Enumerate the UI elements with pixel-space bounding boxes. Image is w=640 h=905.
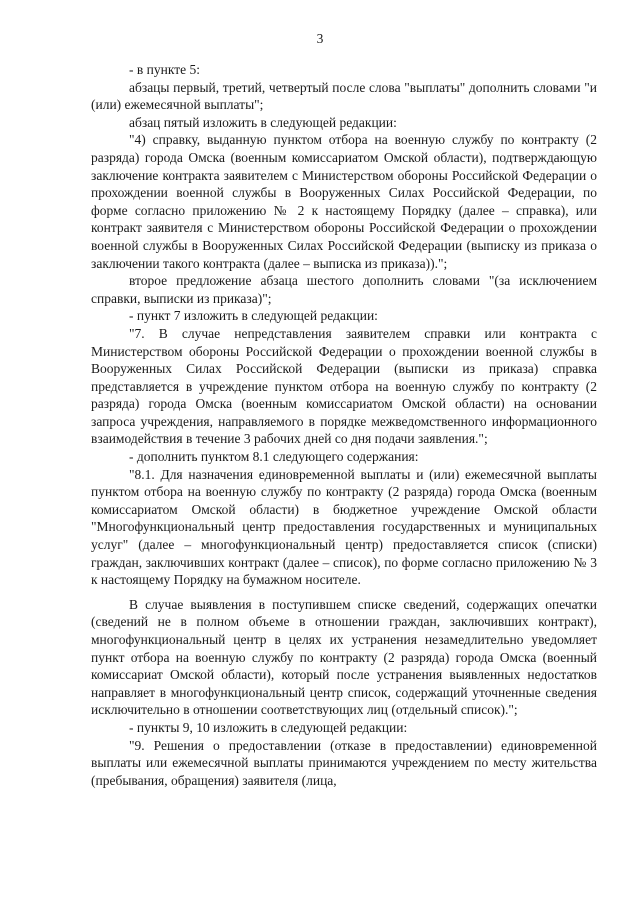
paragraph-spravka-text: "4) справку, выданную пунктом отбора на военную службу по контракту (2 разряда) города Омска (военным комиссариатом Омской области), подтверждающую заключение контракта заявителем с Министерством обороны Российской Федерации о прохождении военной службы в Вооруженных Силах Российской Федерации, по форме согласно приложению № 2 к настоящему Порядку (далее – справка), или контракт заявителя с Министерством обороны Российской Федерации о прохождении военной службы в Вооруженных Силах Российской Федерации (выписку из приказа о заключении такого контракта (далее – выписка из приказа)).";	[91, 132, 597, 271]
paragraph-item-7-intro: - пункт 7 изложить в следующей редакции:	[129, 308, 378, 324]
paragraph-abzac-five-intro: абзац пятый изложить в следующей редакции:	[129, 114, 397, 130]
paragraph-item-8-1-intro: - дополнить пунктом 8.1 следующего содержания:	[129, 449, 419, 465]
paragraph-items-9-10-intro: - пункты 9, 10 изложить в следующей редакции:	[129, 719, 408, 735]
paragraph-item-8-1-text: "8.1. Для назначения единовременной выплаты и (или) ежемесячной выплаты пунктом отбора на военную службу по контракту (2 разряда) города Омска (военным комиссариатом Омской области) в бюджетное учреждение Омской области "Многофункциональный центр предоставления государственных и муниципальных услуг" (далее – многофункциональный центр) предоставляется список (списки) граждан, заключивших контракт (далее – список), по форме согласно приложению № 3 к настоящему Порядку на бумажном носителе.	[91, 466, 597, 588]
paragraph-item-9-text: "9. Решения о предоставлении (отказе в предоставлении) единовременной выплаты или ежемесячной выплаты принимаются учреждением по месту жительства (пребывания, обращения) заявителя (лица,	[91, 737, 597, 788]
document-body	[91, 61, 597, 789]
page-number: 3	[316, 31, 324, 46]
paragraph-amend-abzacy: абзацы первый, третий, четвертый после слова "выплаты" дополнить словами "и (или) ежемесячной выплаты";	[91, 79, 597, 113]
paragraph-item-5-intro: - в пункте 5:	[129, 62, 200, 77]
paragraph-second-sentence: второе предложение абзаца шестого дополнить словами "(за исключением справки, выписки из приказа)";	[91, 273, 597, 306]
paragraph-item-8-1-second: В случае выявления в поступившем списке сведений, содержащих опечатки (сведений не в полном объеме в отношении граждан, заключивших контракт), многофункциональный центр в целях их устранения незамедлительно уведомляет пункт отбора на военную службу по контракту (2 разряда) города Омска (военный комиссариат Омской области), который после устранения выявленных недостатков направляет в многофункциональный центр список, содержащий уточненные сведения исключительно в отношении соответствующих лиц (отдельный список).";	[91, 596, 597, 718]
paragraph-item-7-text: "7. В случае непредставления заявителем справки или контракта с Министерством обороны Российской Федерации о прохождении военной службы в Вооруженных Силах Российской Федерации (выписки из приказа) справка представляется в учреждение пунктом отбора на военную службу по контракту (2 разряда) города Омска (военным комиссариатом Омской области) на основании запроса учреждения, направляемого в порядке межведомственного информационного взаимодействия в течение 3 рабочих дней со дня подачи заявления.";	[91, 325, 597, 447]
